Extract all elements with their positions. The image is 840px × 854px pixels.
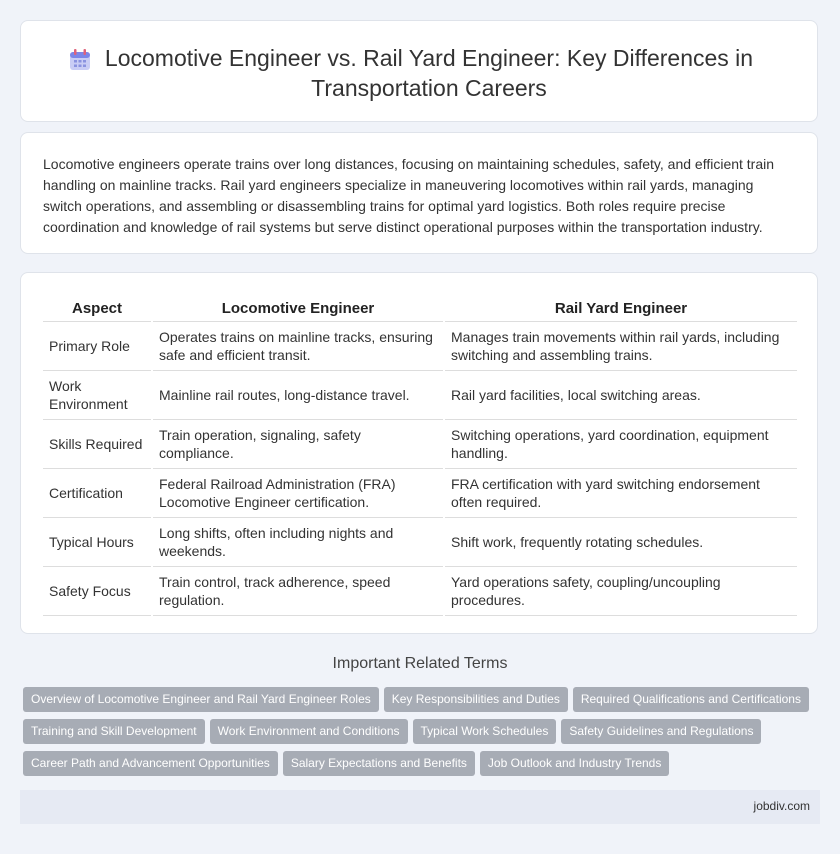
row-rail-yard: Switching operations, yard coordination, equipment handling. (445, 420, 797, 469)
footer (20, 790, 820, 824)
header-rail-yard: Rail Yard Engineer (445, 295, 797, 322)
comparison-card (20, 272, 818, 634)
related-term-tag[interactable]: Training and Skill Development (23, 719, 205, 744)
table-row (43, 469, 797, 518)
header-aspect: Aspect (43, 295, 151, 322)
row-locomotive: Mainline rail routes, long-distance travel. (153, 371, 443, 420)
related-term-tag[interactable]: Key Responsibilities and Duties (384, 687, 568, 712)
related-terms-title: Important Related Terms (332, 655, 508, 672)
intro-text: Locomotive engineers operate trains over long distances, focusing on maintaining schedules, safety, and efficient train handling on mainline tracks. Rail yard engineers specialize in maneuvering locomotives within rail yards, managing switch operations, and assembling or disassembling trains for optimal yard logistics. Both roles require precise coordination and knowledge of rail systems but serve distinct operational purposes within the transportation industry. (43, 156, 775, 235)
row-aspect: Work Environment (43, 371, 151, 420)
table-row (43, 567, 797, 616)
table-header-row (43, 295, 797, 322)
intro-card (20, 132, 818, 254)
table-row (43, 420, 797, 469)
row-rail-yard: Shift work, frequently rotating schedules. (445, 518, 797, 567)
footer-site[interactable]: jobdiv.com (753, 799, 810, 813)
row-aspect: Primary Role (43, 322, 151, 371)
row-locomotive: Train operation, signaling, safety compliance. (153, 420, 443, 469)
related-term-tag[interactable]: Work Environment and Conditions (210, 719, 408, 744)
table-row (43, 322, 797, 371)
related-term-tag[interactable]: Salary Expectations and Benefits (283, 751, 475, 776)
header-locomotive: Locomotive Engineer (153, 295, 443, 322)
page-title: Locomotive Engineer vs. Rail Yard Engineer: Key Differences in Transportation Careers (104, 45, 754, 101)
row-rail-yard: Yard operations safety, coupling/uncoupling procedures. (445, 567, 797, 616)
row-rail-yard: Manages train movements within rail yards, including switching and assembling trains. (445, 322, 797, 371)
comparison-table (41, 295, 799, 616)
row-locomotive: Federal Railroad Administration (FRA) Locomotive Engineer certification. (153, 469, 443, 518)
related-term-tag[interactable]: Safety Guidelines and Regulations (561, 719, 761, 744)
row-aspect: Typical Hours (43, 518, 151, 567)
row-rail-yard: FRA certification with yard switching endorsement often required. (445, 469, 797, 518)
related-terms-list (23, 687, 823, 783)
row-aspect: Safety Focus (43, 567, 151, 616)
row-rail-yard: Rail yard facilities, local switching areas. (445, 371, 797, 420)
header-card (20, 20, 818, 122)
row-locomotive: Long shifts, often including nights and weekends. (153, 518, 443, 567)
related-term-tag[interactable]: Career Path and Advancement Opportunities (23, 751, 278, 776)
related-term-tag[interactable]: Overview of Locomotive Engineer and Rail Yard Engineer Roles (23, 687, 379, 712)
related-term-tag[interactable]: Job Outlook and Industry Trends (480, 751, 669, 776)
related-term-tag[interactable]: Required Qualifications and Certifications (573, 687, 809, 712)
row-aspect: Certification (43, 469, 151, 518)
row-aspect: Skills Required (43, 420, 151, 469)
related-term-tag[interactable]: Typical Work Schedules (413, 719, 557, 744)
table-row (43, 518, 797, 567)
row-locomotive: Operates trains on mainline tracks, ensuring safe and efficient transit. (153, 322, 443, 371)
row-locomotive: Train control, track adherence, speed regulation. (153, 567, 443, 616)
table-row (43, 371, 797, 420)
